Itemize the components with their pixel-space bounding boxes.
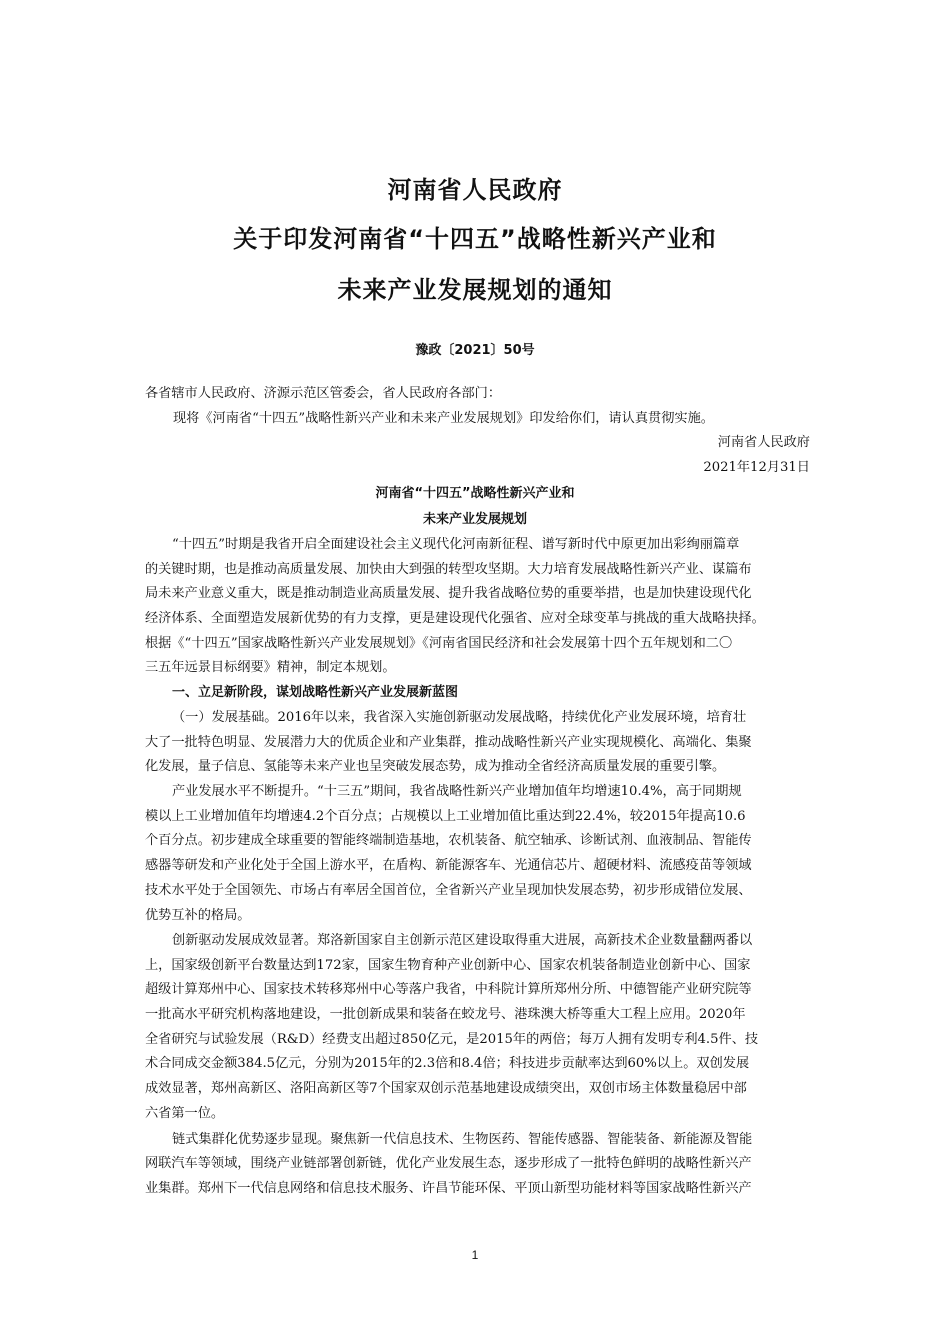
addressee: 各省辖市人民政府、济源示范区管委会，省人民政府各部门： <box>145 386 502 401</box>
body-line: 产业发展水平不断提升。“十三五”期间，我省战略性新兴产业增加值年均增速10.4%，高于同期规 <box>172 784 742 799</box>
page-number: 1 <box>471 1248 479 1262</box>
body-line: 技术水平处于全国领先、市场占有率居全国首位，全省新兴产业呈现加快发展态势，初步形成错位发展、 <box>145 883 752 898</box>
body-line: 业集群。郑州下一代信息网络和信息技术服务、许昌节能环保、平顶山新型功能材料等国家战略性新兴产 <box>145 1181 752 1196</box>
body-line: 感器等研发和产业化处于全国上游水平，在盾构、新能源客车、光通信芯片、超硬材料、流感疫苗等领域 <box>145 858 752 873</box>
body-line: 经济体系、全面塑造发展新优势的有力支撑，更是建设现代化强省、应对全球变革与挑战的重大战略抉择。 <box>145 611 765 626</box>
body-line: 术合同成交金额384.5亿元，分别为2015年的2.3倍和8.4倍；科技进步贡献率达到60%以上。双创发展 <box>145 1056 750 1071</box>
issue-date: 2021年12月31日 <box>703 460 810 475</box>
body-line: 超级计算郑州中心、国家技术转移郑州中心等落户我省，中科院计算所郑州分所、中德智能产业研究院等 <box>145 982 752 997</box>
body-line: 模以上工业增加值年均增速4.2个百分点；占规模以上工业增加值比重达到22.4%，较2015年提高10.6 <box>145 809 746 824</box>
title-line-3: 未来产业发展规划的通知 <box>337 276 613 304</box>
body-line: 一批高水平研究机构落地建设，一批创新成果和装备在蛟龙号、港珠澳大桥等重大工程上应用。2020年 <box>145 1007 746 1022</box>
title-line-1: 河南省人民政府 <box>387 176 563 204</box>
body-line: 优势互补的格局。 <box>145 908 251 923</box>
body-line: （一）发展基础。2016年以来，我省深入实施创新驱动发展战略，持续优化产业发展环境，培育壮 <box>172 710 747 725</box>
body-line: 成效显著，郑州高新区、洛阳高新区等7个国家双创示范基地建设成绩突出，双创市场主体数量稳居中部 <box>145 1081 747 1096</box>
body-line: 六省第一位。 <box>145 1106 225 1121</box>
issuer: 河南省人民政府 <box>717 435 810 450</box>
body-line: 的关键时期，也是推动高质量发展、加快由大到强的转型攻坚期。大力培育发展战略性新兴产业、谋篇布 <box>145 562 752 577</box>
body-line: 三五年远景目标纲要》精神，制定本规划。 <box>145 660 396 675</box>
title-line-2: 关于印发河南省“十四五”战略性新兴产业和 <box>233 225 717 253</box>
body-line: 根据《“十四五”国家战略性新兴产业发展规划》《河南省国民经济和社会发展第十四个五年规划和二〇 <box>145 636 733 651</box>
body-line: 创新驱动发展成效显著。郑洛新国家自主创新示范区建设取得重大进展，高新技术企业数量翻两番以 <box>172 933 753 948</box>
body-line: 链式集群化优势逐步显现。聚焦新一代信息技术、生物医药、智能传感器、智能装备、新能源及智能 <box>172 1132 753 1147</box>
document-number: 豫政〔2021〕50号 <box>415 343 535 358</box>
body-line: 个百分点。初步建成全球重要的智能终端制造基地，农机装备、航空轴承、诊断试剂、血液制品、智能传 <box>145 833 752 848</box>
body-line: 大了一批特色明显、发展潜力大的优质企业和产业集群，推动战略性新兴产业实现规模化、高端化、集聚 <box>145 735 752 750</box>
section-heading: 一、立足新阶段，谋划战略性新兴产业发展新蓝图 <box>172 685 459 700</box>
body-line: 上，国家级创新平台数量达到172家，国家生物育种产业创新中心、国家农机装备制造业创新中心、国家 <box>145 958 751 973</box>
notice-text: 现将《河南省“十四五”战略性新兴产业和未来产业发展规划》印发给你们，请认真贯彻实施。 <box>173 411 714 426</box>
body-line: “十四五”时期是我省开启全面建设社会主义现代化河南新征程、谱写新时代中原更加出彩绚丽篇章 <box>172 537 740 552</box>
body-line: 全省研究与试验发展（R&D）经费支出超过850亿元，是2015年的两倍；每万人拥有发明专利4.5件、技 <box>145 1032 759 1047</box>
plan-title-line-1: 河南省“十四五”战略性新兴产业和 <box>375 486 575 501</box>
plan-title-line-2: 未来产业发展规划 <box>422 512 527 527</box>
body-line: 化发展，量子信息、氢能等未来产业也呈突破发展态势，成为推动全省经济高质量发展的重要引擎。 <box>145 759 726 774</box>
body-line: 网联汽车等领域，围绕产业链部署创新链，优化产业发展生态，逐步形成了一批特色鲜明的战略性新兴产 <box>145 1156 752 1171</box>
body-line: 局未来产业意义重大，既是推动制造业高质量发展、提升我省战略位势的重要举措，也是加快建设现代化 <box>145 586 752 601</box>
